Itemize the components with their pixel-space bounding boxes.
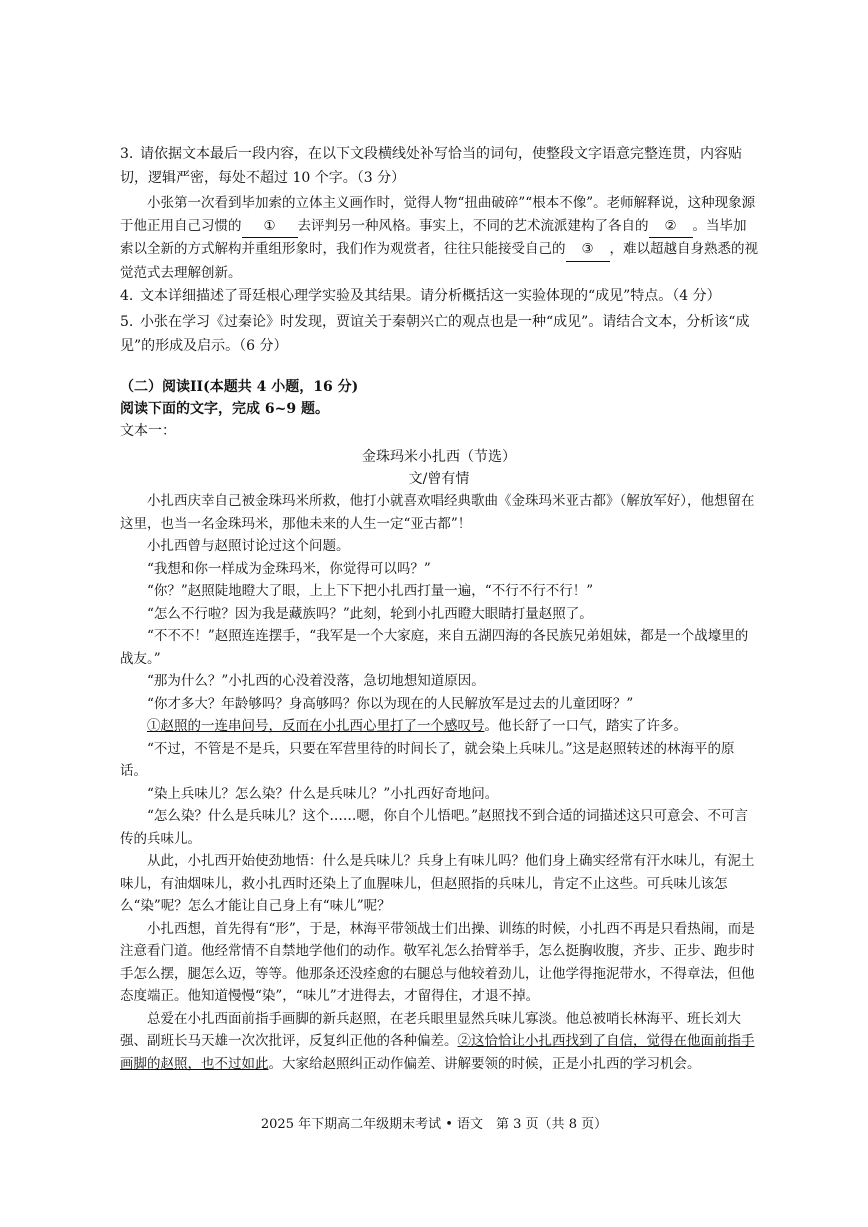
passage-text: ，难以超越自身熟悉的视觉范式去理解创新。 — [120, 241, 758, 281]
blank-2: ② — [649, 215, 693, 239]
story-paragraph: “那为什么？”小扎西的心没着没落，急切地想知道原因。 — [147, 673, 485, 689]
section-heading: （二）阅读II(本题共 4 小题，16 分) — [120, 379, 359, 395]
blank-1: ① — [242, 215, 298, 239]
story-paragraph: “不不不！”赵照连连摆手，“我军是一个大家庭，来自五湖四海的各民族兄弟姐妹，都是一个战壕里的战友。” — [120, 628, 749, 667]
story-paragraph: 小扎西想，首先得有“形”，于是，林海平带领战士们出操、训练的时候，小扎西不再是只看热闹，而是注意看门道。他经常情不自禁地学他们的动作。敬军礼怎么抬臂举手，怎么挺胸收腹，齐步、正步、跑步时手怎么摆，腿怎么迈，等等。他那条还没痊愈的右腿总与他较着劲儿，让他学得拖泥带水，不得章法，但他态度端正。他知道慢慢“染”，“味儿”才进得去，才留得住，才退不掉。 — [120, 920, 755, 1004]
question-number: 5. — [120, 314, 134, 330]
story-paragraph: “你？”赵照陡地瞪大了眼，上上下下把小扎西打量一遍，“不行不行不行！” — [147, 583, 594, 599]
question-number: 3. — [120, 146, 134, 162]
story-paragraph: “你才多大？年龄够吗？身高够吗？你以为现在的人民解放军是过去的儿童团呀？” — [147, 695, 634, 712]
passage-text: 小张第一次看到毕加索的立体主义画作时，觉得人物“扭曲破碎”“根本不像”。老师解释说，这种现象源于他正用自己习惯的 — [120, 195, 756, 234]
story-text: 总爱在小扎西面前指手画脚的新兵赵照，在老兵眼里显然兵味儿寡淡。他总被哨长林海平、班长刘大强、副班长马天雄一次次批评，反复纠正他的各种偏差。 — [120, 1010, 741, 1049]
story-text: 。大家给赵照纠正动作偏差、讲解要领的时候，正是小扎西的学习机会。 — [268, 1055, 701, 1072]
story-paragraph: “我想和你一样成为金珠玛米，你觉得可以吗？” — [147, 560, 431, 577]
question-text: 请依据文本最后一段内容，在以下文段横线处补写恰当的词句，使整段文字语意完整连贯，内容贴切，逻辑严密，每处不超过 10 个字。（3 分） — [120, 146, 742, 186]
story-paragraph: 小扎西庆幸自己被金珠玛米所救，他打小就喜欢唱经典歌曲《金珠玛米亚古都》（解放军好），他想留在这里，也当一名金珠玛米，那他未来的人生一定“亚古都”！ — [120, 493, 755, 532]
story-paragraph: “染上兵味儿？怎么染？什么是兵味儿？”小扎西好奇地问。 — [147, 785, 499, 802]
story-paragraph: “怎么染？什么是兵味儿？这个……嗯，你自个儿悟吧。”赵照找不到合适的词描述这只可意会、不可言传的兵味儿。 — [120, 808, 749, 847]
story-title: 金珠玛米小扎西（节选） — [362, 449, 516, 465]
question-3 — [120, 142, 758, 190]
story-paragraph — [120, 1008, 758, 1076]
page-footer: 2025 年下期高二年级期末考试 • 语文 第 3 页（共 8 页） — [260, 1117, 608, 1132]
underlined-sentence-2: ②这恰恰让小扎西找到了自信，觉得在他面前指手画脚的赵照，也不过如此 — [120, 1033, 755, 1072]
passage-text: 去评判另一种风格。事实上，不同的艺术流派建构了各自的 — [297, 217, 649, 234]
story-paragraph: 小扎西曾与赵照讨论过这个问题。 — [147, 538, 350, 554]
story-paragraph — [120, 715, 758, 738]
q3-passage — [120, 192, 758, 284]
text-label: 文本一： — [120, 423, 176, 439]
question-4 — [120, 284, 758, 308]
passage-text: 。当毕加索以全新的方式解构并重组形象时，我们作为观赏者，往往只能接受自己的 — [120, 217, 747, 257]
question-number: 4. — [120, 288, 134, 304]
story-author: 文/曾有情 — [408, 471, 470, 487]
question-5 — [120, 310, 758, 358]
underlined-sentence-1: ①赵照的一连串问号，反而在小扎西心里打了一个感叹号 — [147, 718, 485, 734]
question-text: 小张在学习《过秦论》时发现，贾谊关于秦朝兴亡的观点也是一种“成见”。请结合文本，分析该“成见”的形成及启示。（6 分） — [120, 314, 750, 354]
story-text: 。他长舒了一口气，踏实了许多。 — [484, 718, 687, 734]
question-text: 文本详细描述了哥廷根心理学实验及其结果。请分析概括这一实验体现的“成见”特点。（4 分） — [140, 288, 721, 304]
story-paragraph: “怎么不行啦？因为我是藏族吗？”此刻，轮到小扎西瞪大眼睛打量赵照了。 — [147, 605, 593, 622]
section-instruction: 阅读下面的文字，完成 6~9 题。 — [120, 401, 329, 417]
story-paragraph: “不过，不管是不是兵，只要在军营里待的时间长了，就会染上兵味儿。”这是赵照转述的林海平的原话。 — [120, 740, 735, 779]
story-paragraph: 从此，小扎西开始使劲地悟：什么是兵味儿？兵身上有味儿吗？他们身上确实经常有汗水味儿，有泥土味儿，有油烟味儿，救小扎西时还染上了血腥味儿，但赵照指的兵味儿，肯定不止这些。可兵味儿该怎么“染”呢？怎么才能让自己身上有“味儿”呢？ — [120, 853, 755, 914]
blank-3: ③ — [566, 238, 610, 262]
